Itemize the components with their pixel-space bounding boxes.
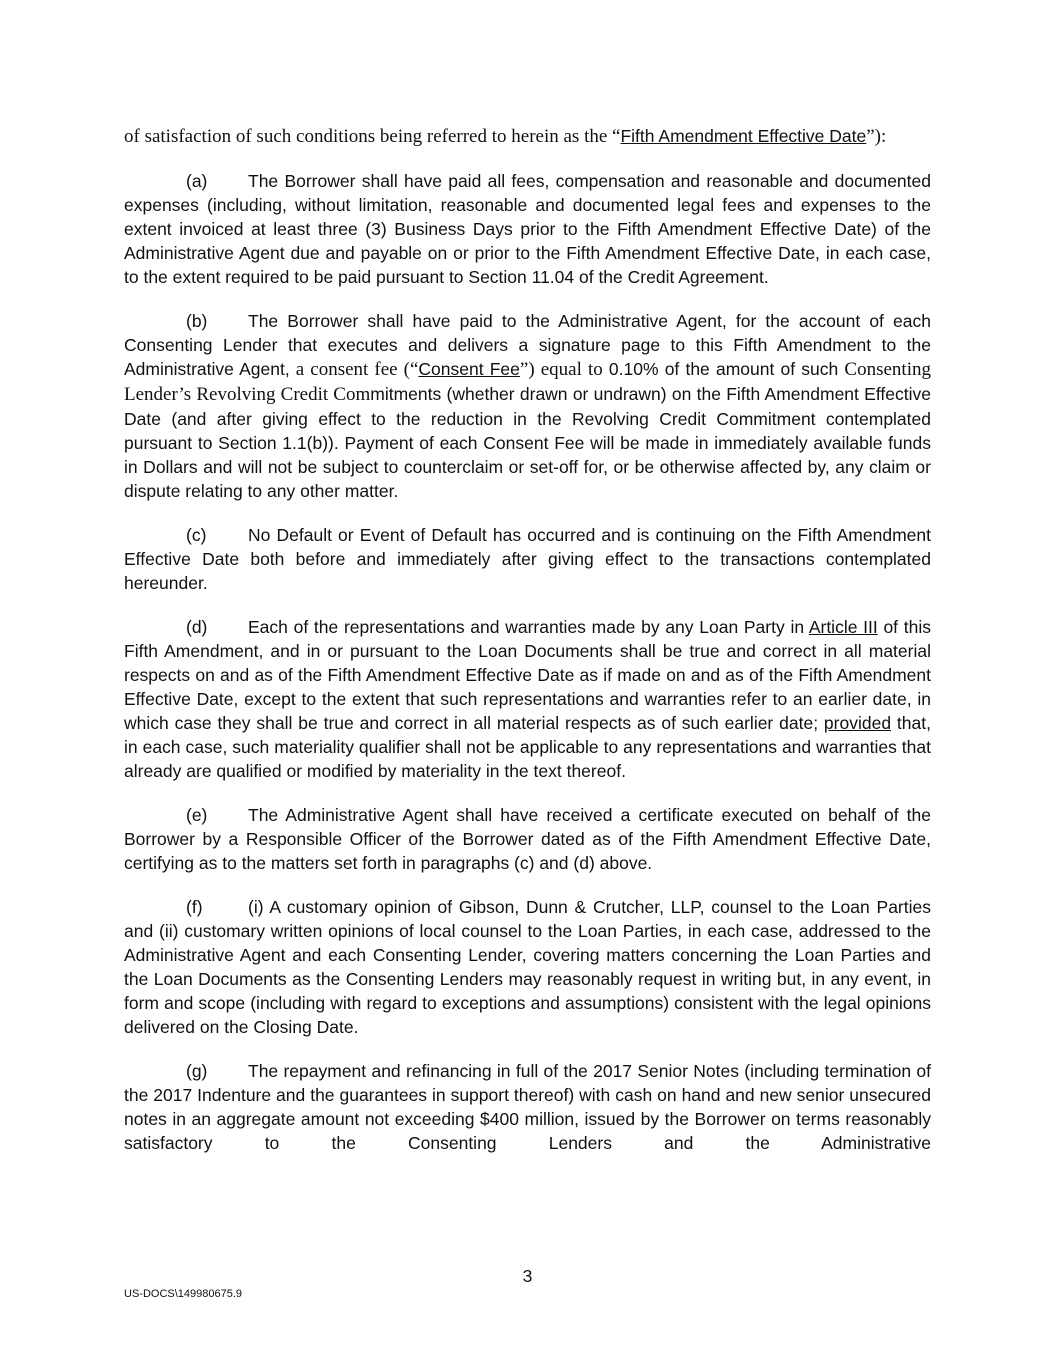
paragraph-text: The Borrower shall have paid to the Administrative Agent, for the account of each Consenting Lender that executes and delivers a signature page to this Fifth Amendment to the Administrative Agent, xyxy=(124,311,931,379)
paragraph-label: (d) xyxy=(186,617,208,637)
intro-paragraph xyxy=(124,124,931,149)
defined-term-fifth-amendment-effective-date: Fifth Amendment Effective Date xyxy=(620,126,867,146)
paragraph-b xyxy=(124,309,931,503)
paragraph-text: No Default or Event of Default has occurred and is continuing on the Fifth Amendment Effective Date both before and immediately after giving effect to the transactions contemplated hereunder. xyxy=(124,525,931,593)
paragraph-text: The Borrower shall have paid all fees, compensation and reasonable and documented expenses (including, without limitation, reasonable and documented legal fees and expenses to the extent invoiced at least three (3) Business Days prior to the Fifth Amendment Effective Date) of the Administrative Agent due and payable on or prior to the Fifth Amendment Effective Date, in each case, to the extent required to be paid pursuant to Section 11.04 of the Credit Agreement. xyxy=(124,171,931,287)
intro-text: of satisfaction of such conditions being referred to herein as the “ xyxy=(124,126,621,147)
paragraph-text-serif: a consent fee (“ xyxy=(289,359,419,380)
paragraph-e xyxy=(124,803,931,875)
paragraph-a xyxy=(124,169,931,289)
paragraph-text: 0.10% of the amount of such xyxy=(602,359,845,379)
paragraph-text: Each of the representations and warranties made by any Loan Party in xyxy=(248,617,809,637)
paragraph-text-serif: Consenting Lender’s Revolving Credit Com xyxy=(124,359,931,405)
paragraph-text: (i) A customary opinion of Gibson, Dunn & Crutcher, LLP, counsel to the Loan Parties and (ii) customary written opinions of local counsel to the Loan Parties, in each case, addressed to the Administrative Agent and each Consenting Lender, covering matters concerning the Loan Parties and the Loan Documents as the Consenting Lenders may reasonably request in writing but, in any event, in form and scope (including with regard to exceptions and assumptions) consistent with the legal opinions delivered on the Closing Date. xyxy=(124,897,931,1037)
page-number: 3 xyxy=(522,1266,533,1286)
paragraph-g xyxy=(124,1059,931,1155)
paragraph-text: that, in each case, such materiality qualifier shall not be applicable to any representations and warranties that already are qualified or modified by materiality in the text thereof. xyxy=(124,713,931,781)
paragraph-label: (e) xyxy=(186,805,208,825)
paragraph-label: (b) xyxy=(186,311,208,331)
paragraph-text-serif: ”) equal to xyxy=(519,359,603,380)
paragraph-text: of this Fifth Amendment, and in or pursuant to the Loan Documents shall be true and correct in all material respects on and as of the Fifth Amendment Effective Date as if made on and as of the Fifth Amendment Effective Date, except to the extent that such representations and warranties refer to an earlier date, in which case they shall be true and correct in all material respects as of such earlier date; xyxy=(124,617,931,733)
document-body xyxy=(124,124,931,1175)
paragraph-label: (g) xyxy=(186,1061,208,1081)
paragraph-label: (c) xyxy=(186,525,207,545)
intro-closing: ”): xyxy=(866,126,887,147)
provided-term: provided xyxy=(823,713,892,733)
article-reference: Article III xyxy=(808,617,878,637)
paragraph-f xyxy=(124,895,931,1039)
paragraph-text: The repayment and refinancing in full of the 2017 Senior Notes (including termination of the 2017 Indenture and the guarantees in support thereof) with cash on hand and new senior unsecured notes in an aggregate amount not exceeding $400 million, issued by the Borrower on terms reasonably satisfactory to the Consenting Lenders and the Administrative xyxy=(124,1061,931,1153)
paragraph-text: mitments (whether drawn or undrawn) on the Fifth Amendment Effective Date (and after giving effect to the reduction in the Revolving Credit Commitment contemplated pursuant to Section 1.1(b)). Payment of each Consent Fee will be made in immediately available funds in Dollars and will not be subject to counterclaim or set-off for, or be otherwise affected by, any claim or dispute relating to any other matter. xyxy=(124,384,931,501)
paragraph-label: (a) xyxy=(186,171,208,191)
paragraph-d xyxy=(124,615,931,783)
paragraph-label: (f) xyxy=(186,897,203,917)
paragraph-text: The Administrative Agent shall have received a certificate executed on behalf of the Borrower by a Responsible Officer of the Borrower dated as of the Fifth Amendment Effective Date, certifying as to the matters set forth in paragraphs (c) and (d) above. xyxy=(124,805,931,873)
paragraph-c xyxy=(124,523,931,595)
document-id: US-DOCS\149980675.9 xyxy=(124,1288,243,1300)
defined-term-consent-fee: Consent Fee xyxy=(418,359,520,379)
